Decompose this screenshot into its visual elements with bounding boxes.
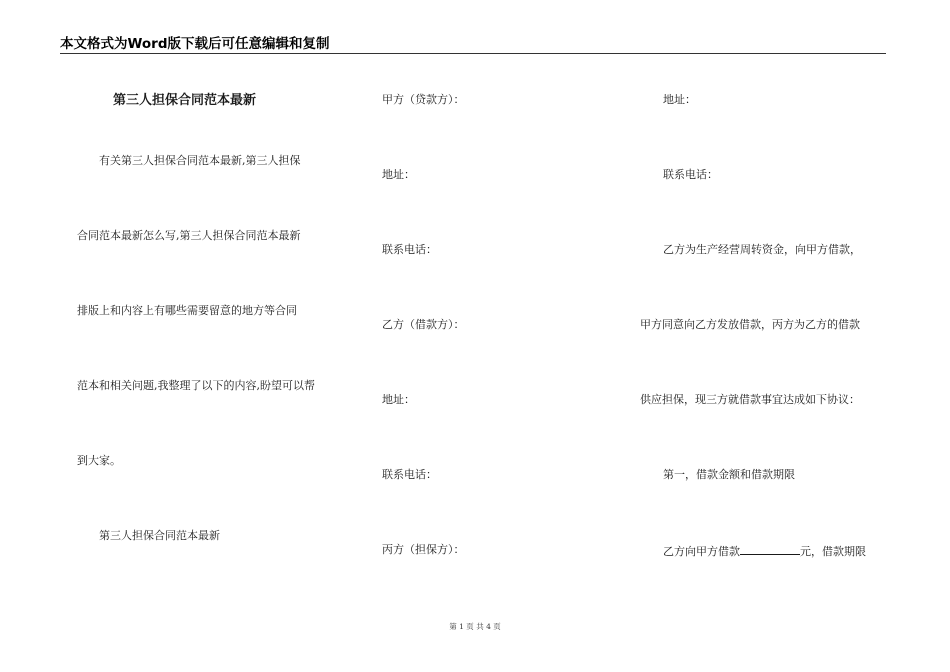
paragraph-line: 供应担保，现三方就借款事宜达成如下协议：	[640, 393, 860, 406]
document-title: 第三人担保合同范本最新	[113, 93, 257, 108]
paragraph-line: 范本和相关问题,我整理了以下的内容,盼望可以帮	[77, 379, 315, 392]
document-header: 本文格式为Word版下载后可任意编辑和复制	[60, 36, 330, 52]
paragraph-line: 甲方同意向乙方发放借款，丙方为乙方的借款	[640, 318, 860, 331]
loan-amount-prefix: 乙方向甲方借款	[663, 545, 740, 558]
section-heading: 第一，借款金额和借款期限	[663, 468, 795, 481]
party-c-label: 丙方（担保方）：	[382, 543, 465, 556]
loan-amount-blank	[740, 543, 800, 555]
section-heading: 第三人担保合同范本最新	[99, 529, 220, 542]
phone-label: 联系电话：	[382, 243, 437, 256]
page-number: 第 1 页 共 4 页	[449, 622, 501, 631]
paragraph-line: 有关第三人担保合同范本最新,第三人担保	[99, 154, 301, 167]
paragraph-line: 排版上和内容上有哪些需要留意的地方等合同	[77, 304, 297, 317]
paragraph-line: 合同范本最新怎么写,第三人担保合同范本最新	[77, 229, 301, 242]
paragraph-line: 到大家。	[77, 454, 121, 467]
loan-amount-line	[663, 543, 866, 559]
phone-label: 联系电话：	[382, 468, 437, 481]
phone-label: 联系电话：	[663, 168, 718, 181]
header-divider	[60, 53, 886, 54]
address-label: 地址：	[382, 393, 415, 406]
address-label: 地址：	[663, 93, 696, 106]
party-b-label: 乙方（借款方）：	[382, 318, 465, 331]
loan-amount-suffix: 元，借款期限	[800, 545, 866, 558]
paragraph-line: 乙方为生产经营周转资金，向甲方借款，	[663, 243, 861, 256]
party-a-label: 甲方（贷款方）：	[382, 93, 465, 106]
address-label: 地址：	[382, 168, 415, 181]
